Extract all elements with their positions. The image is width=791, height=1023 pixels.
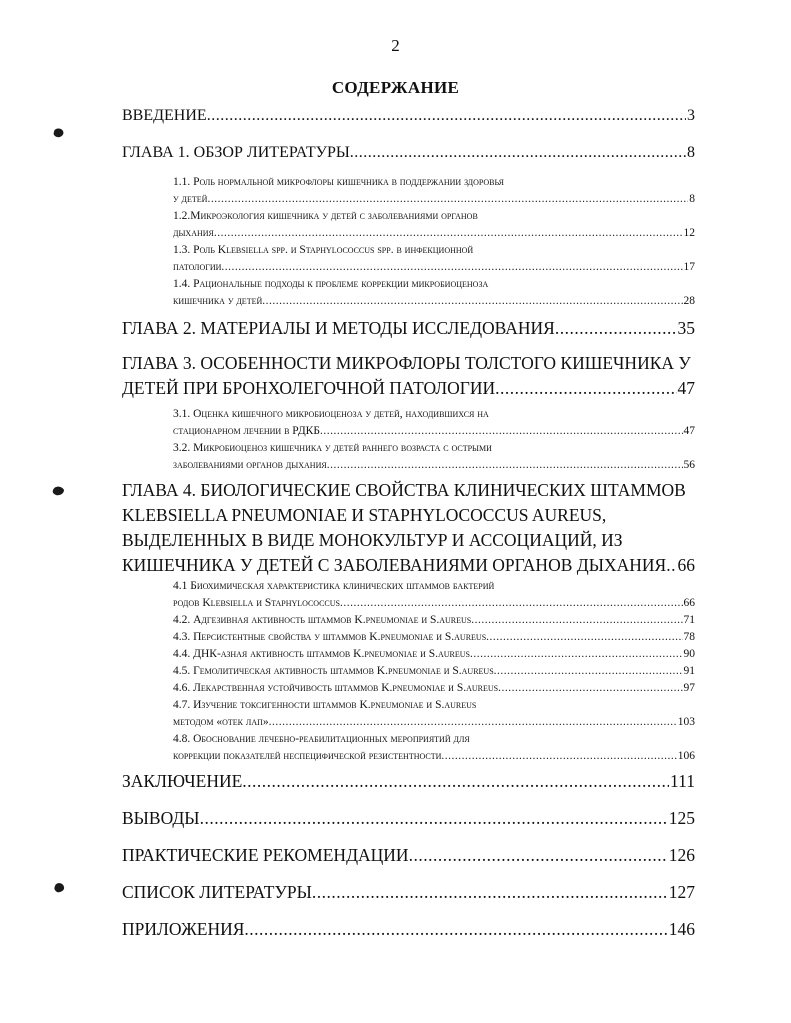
toc-entry-title: ГЛАВА 3. ОСОБЕННОСТИ МИКРОФЛОРЫ ТОЛСТОГО КИШЕЧНИКА У xyxy=(122,353,691,373)
toc-page-number: 78 xyxy=(683,631,695,643)
toc-entry-title: ПРИЛОЖЕНИЯ xyxy=(122,919,245,939)
page-number: 2 xyxy=(391,36,400,55)
toc-entry-title-cont: ДЕТЕЙ ПРИ БРОНХОЛЕГОЧНОЙ ПАТОЛОГИИ xyxy=(122,378,496,398)
toc-entry-section-4-8[interactable] xyxy=(173,731,695,765)
toc-entry-title: 1.2.Микроэкология кишечника у детей с заболеваниями органов xyxy=(173,210,478,222)
toc-entry-title: СПИСОК ЛИТЕРАТУРЫ xyxy=(122,882,312,902)
toc-entry-title-cont: КИШЕЧНИКА У ДЕТЕЙ С ЗАБОЛЕВАНИЯМИ ОРГАНОВ ДЫХАНИЯ xyxy=(122,555,667,575)
toc-page-number: 8 xyxy=(687,144,695,161)
toc-entry-title: 4.1 Биохимическая характеристика клинических штаммов бактерий xyxy=(173,580,495,592)
toc-entry-title: 4.6. Лекарственная устойчивость штаммов K.pneumoniae и S.aureus xyxy=(173,682,499,694)
toc-entry-chapter-1[interactable] xyxy=(122,141,695,164)
toc-entry-chapter-2[interactable] xyxy=(122,316,695,341)
toc-page-number: 125 xyxy=(668,808,695,828)
toc-page-number: 28 xyxy=(683,295,695,307)
toc-page-number: 56 xyxy=(683,459,695,471)
toc-entry-title: ГЛАВА 4. БИОЛОГИЧЕСКИЕ СВОЙСТВА КЛИНИЧЕСКИХ ШТАММОВ xyxy=(122,480,686,500)
toc-entry-chapter-3[interactable] xyxy=(122,351,695,401)
toc-entry-title: 1.1. Роль нормальной микрофлоры кишечника в поддержании здоровья xyxy=(173,176,505,188)
toc-entry-title: 3.1. Оценка кишечного микробиоценоза у детей, находившихся на xyxy=(173,408,489,420)
toc-entry-title: ГЛАВА 1. ОБЗОР ЛИТЕРАТУРЫ xyxy=(122,144,350,161)
binder-hole-mark-icon xyxy=(52,126,65,139)
toc-entry-section-4-2[interactable] xyxy=(173,612,695,629)
toc-page-number: 111 xyxy=(670,771,695,791)
toc-page-number: 66 xyxy=(683,597,695,609)
toc-entry-title: 1.3. Роль Klebsiella spp. и Staphylococcus spp. в инфекционной xyxy=(173,244,474,256)
toc-entry-title: ЗАКЛЮЧЕНИЕ xyxy=(122,771,243,791)
toc-entry-section-1-3[interactable] xyxy=(173,242,695,276)
toc-entry-title-cont: дыхания xyxy=(173,227,214,239)
toc-page-number: 91 xyxy=(683,665,695,677)
toc-page-number: 106 xyxy=(677,750,695,762)
toc-entry-section-4-6[interactable] xyxy=(173,680,695,697)
toc-entry-title-cont: заболеваниями органов дыхания xyxy=(173,459,327,471)
toc-entry-title-cont: методом «отек лап» xyxy=(173,716,269,728)
toc-entry-recommendations[interactable] xyxy=(122,843,695,868)
toc-page-number: 35 xyxy=(677,318,695,338)
toc-entry-introduction[interactable] xyxy=(122,104,695,127)
toc-entry-title-cont: коррекции показателей неспецифической резистентности xyxy=(173,750,442,762)
toc-page-number: 47 xyxy=(683,425,695,437)
toc-page-number: 71 xyxy=(683,614,695,626)
toc-entry-title: 4.5. Гемолитическая активность штаммов K.pneumoniae и S.aureus xyxy=(173,665,494,677)
toc-page-number: 127 xyxy=(668,882,695,902)
toc-entry-title-cont: у детей xyxy=(173,193,208,205)
toc-entry-title-cont: патологии xyxy=(173,261,222,273)
toc-entry-section-3-2[interactable] xyxy=(173,440,695,474)
toc-entry-title: ПРАКТИЧЕСКИЕ РЕКОМЕНДАЦИИ xyxy=(122,845,409,865)
toc-page-number: 90 xyxy=(683,648,695,660)
toc-page-number: 12 xyxy=(683,227,695,239)
toc-entry-section-4-4[interactable] xyxy=(173,646,695,663)
toc-entry-section-4-5[interactable] xyxy=(173,663,695,680)
toc-entry-title: 4.2. Адгезивная активность штаммов K.pneumoniae и S.aureus xyxy=(173,614,472,626)
toc-page-number: 3 xyxy=(687,107,695,124)
toc-entry-section-1-2[interactable] xyxy=(173,208,695,242)
toc-entry-title: 4.7. Изучение токсигенности штаммов K.pneumoniae и S.aureus xyxy=(173,699,477,711)
toc-entry-title: ГЛАВА 2. МАТЕРИАЛЫ И МЕТОДЫ ИССЛЕДОВАНИЯ xyxy=(122,318,555,338)
toc-page-number: 146 xyxy=(668,919,695,939)
toc-page-number: 103 xyxy=(677,716,695,728)
toc-page-number: 126 xyxy=(668,845,695,865)
toc-entry-findings[interactable] xyxy=(122,806,695,831)
toc-entry-title: ВЫВОДЫ xyxy=(122,808,200,828)
toc-page-number: 8 xyxy=(689,193,695,205)
toc-entry-title: 4.3. Персистентные свойства у штаммов K.pneumoniae и S.aureus xyxy=(173,631,487,643)
toc-entry-appendices[interactable] xyxy=(122,917,695,942)
toc-entry-title: ВВЕДЕНИЕ xyxy=(122,107,207,124)
toc-entry-title-cont: кишечника у детей xyxy=(173,295,263,307)
toc-entry-title-cont: стационарном лечении в РДКБ xyxy=(173,425,320,437)
toc-entry-section-4-1[interactable] xyxy=(173,578,695,612)
binder-hole-mark-icon xyxy=(52,484,65,497)
page-title: СОДЕРЖАНИЕ xyxy=(331,78,460,97)
toc-entry-conclusion[interactable] xyxy=(122,769,695,794)
toc-entry-title-cont: родов Klebsiella и Staphylococcus xyxy=(173,597,340,609)
toc-page-number: 66 xyxy=(677,555,695,575)
toc-entry-section-1-4[interactable] xyxy=(173,276,695,310)
binder-hole-mark-icon xyxy=(53,881,66,894)
toc-entry-section-4-7[interactable] xyxy=(173,697,695,731)
toc-entry-title: 4.4. ДНК-азная активность штаммов K.pneumoniae и S.aureus xyxy=(173,648,471,660)
toc-entry-references[interactable] xyxy=(122,880,695,905)
toc-page-number: 47 xyxy=(677,378,695,398)
toc-entry-section-3-1[interactable] xyxy=(173,406,695,440)
toc-entry-title: 4.8. Обоснование лечебно-реабилитационных мероприятий для xyxy=(173,733,470,745)
toc-entry-section-4-3[interactable] xyxy=(173,629,695,646)
toc-page-number: 17 xyxy=(683,261,695,273)
toc-page-number: 97 xyxy=(683,682,695,694)
toc-entry-title-cont: KLEBSIELLA PNEUMONIAE И STAPHYLOCOCCUS AUREUS, xyxy=(122,505,607,525)
toc-entry-title: 3.2. Микробиоценоз кишечника у детей раннего возраста с острыми xyxy=(173,442,492,454)
toc-entry-chapter-4[interactable] xyxy=(122,478,695,578)
toc-entry-section-1-1[interactable] xyxy=(173,174,695,208)
toc-entry-title: 1.4. Рациональные подходы к проблеме коррекции микробиоценоза xyxy=(173,278,489,290)
toc-entry-title-cont: ВЫДЕЛЕННЫХ В ВИДЕ МОНОКУЛЬТУР И АССОЦИАЦИЙ, ИЗ xyxy=(122,530,623,550)
